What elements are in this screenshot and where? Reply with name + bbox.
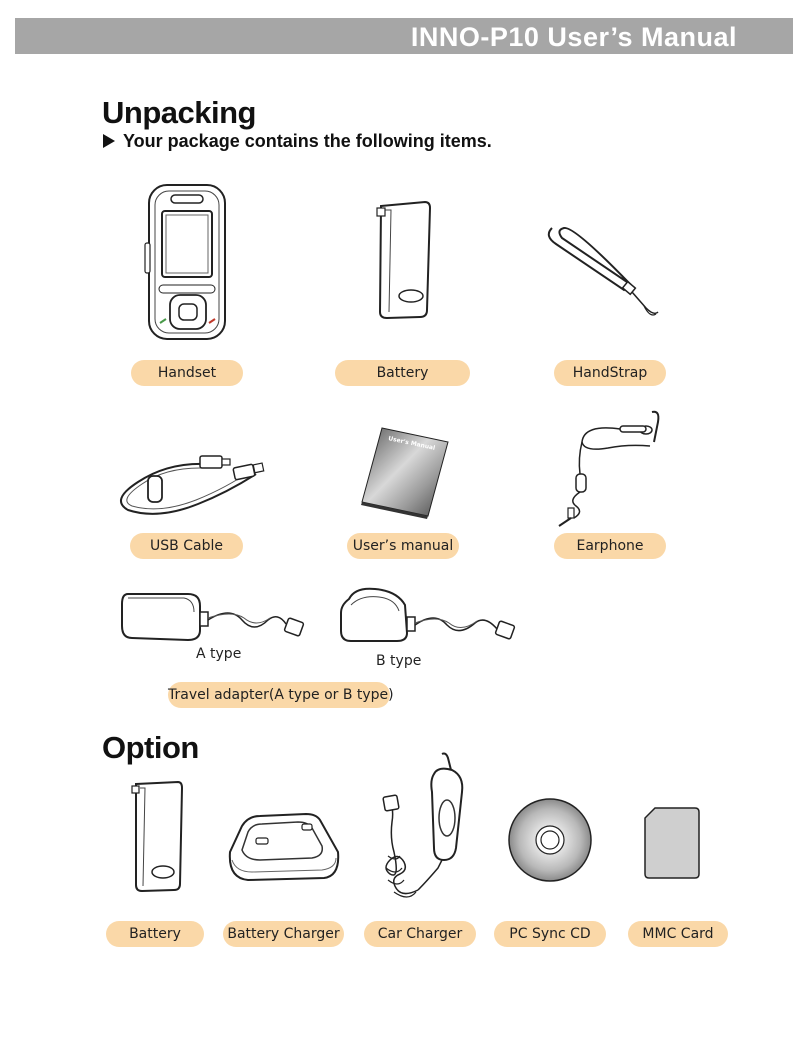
item-label-users-manual: User’s manual: [347, 533, 459, 559]
battery-illustration: [375, 200, 435, 322]
car-charger-illustration: [372, 752, 474, 902]
option-heading: Option: [102, 730, 199, 765]
pc-sync-cd-illustration: [507, 797, 593, 883]
option-label-car-charger: Car Charger: [364, 921, 476, 947]
play-arrow-icon: [103, 134, 115, 148]
item-label-earphone: Earphone: [554, 533, 666, 559]
unpacking-subtitle-text: Your package contains the following items.: [123, 131, 492, 151]
earphone-illustration: [554, 408, 666, 528]
unpacking-subtitle: [103, 131, 492, 152]
item-label-handset: Handset: [131, 360, 243, 386]
usb-cable-illustration: [108, 452, 263, 522]
travel-adapter-a-illustration: [120, 590, 308, 646]
handstrap-illustration: [544, 222, 664, 320]
option-label-battery-charger: Battery Charger: [223, 921, 344, 947]
item-label-usb-cable: USB Cable: [130, 533, 243, 559]
travel-adapter-b-illustration: [335, 585, 525, 647]
adapter-a-type-label: A type: [196, 646, 242, 662]
handset-illustration: [145, 183, 230, 343]
manual-title: INNO-P10 User’s Manual: [410, 22, 737, 52]
battery-charger-illustration: [226, 812, 342, 882]
adapter-b-type-label: B type: [376, 653, 422, 669]
mmc-card-illustration: [643, 806, 701, 880]
item-label-travel-adapter: Travel adapter(A type or B type): [168, 682, 390, 708]
option-battery-illustration: [130, 780, 185, 894]
header-bar: [15, 18, 793, 54]
users-manual-illustration: [360, 426, 450, 518]
manual-cover-text: User's Manual: [387, 435, 436, 452]
item-label-handstrap: HandStrap: [554, 360, 666, 386]
option-label-mmc-card: MMC Card: [628, 921, 728, 947]
item-label-battery: Battery: [335, 360, 470, 386]
option-label-pc-sync-cd: PC Sync CD: [494, 921, 606, 947]
option-label-battery: Battery: [106, 921, 204, 947]
unpacking-heading: Unpacking: [102, 95, 256, 130]
